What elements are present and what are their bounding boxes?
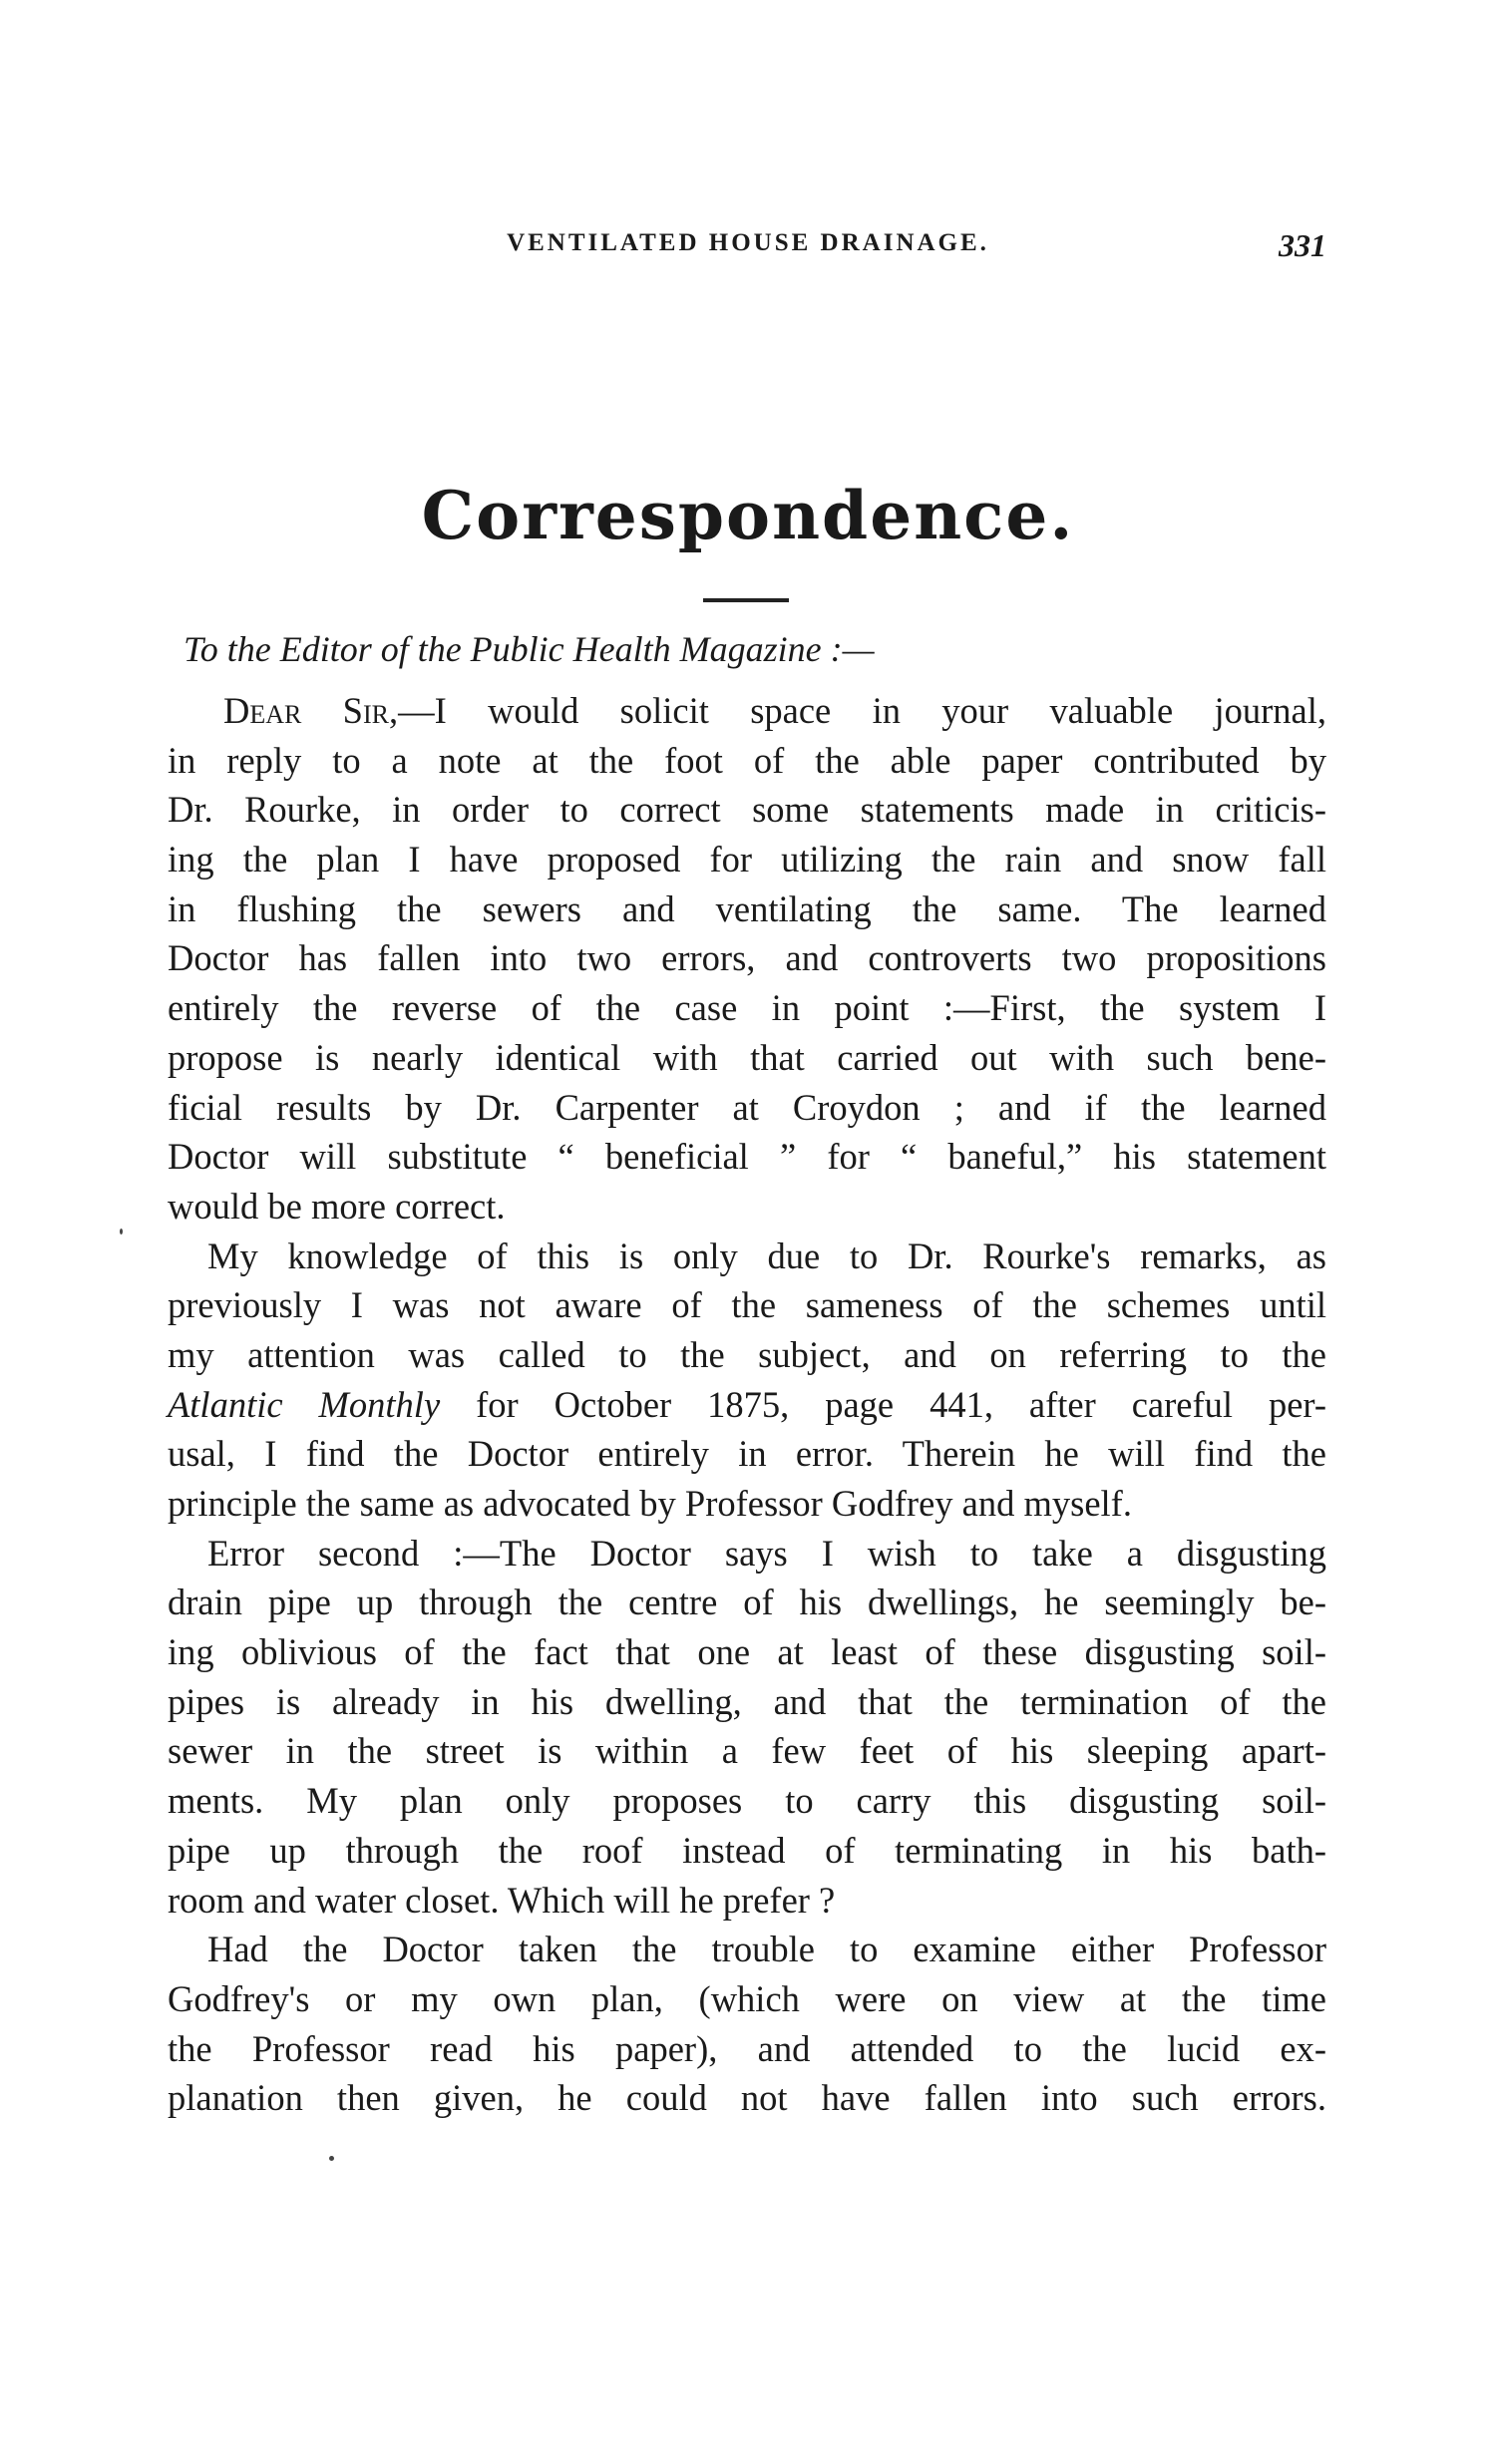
magazine-title: Atlantic Monthly xyxy=(168,1383,441,1425)
paragraph-1-line: ficial results by Dr. Carpenter at Croydon ; and if the learned xyxy=(168,1086,1326,1128)
paragraph-1-line: Doctor will substitute “ beneficial ” for “ baneful,” his statement xyxy=(168,1136,1326,1178)
running-title: VENTILATED HOUSE DRAINAGE. xyxy=(507,229,989,256)
paragraph-2-line: principle the same as advocated by Professor Godfrey and myself. xyxy=(168,1483,1132,1524)
stray-speck xyxy=(329,2156,334,2161)
paragraph-1-line: in reply to a note at the foot of the able paper contributed by xyxy=(168,739,1326,781)
paragraph-2-line: my attention was called to the subject, and on referring to the xyxy=(168,1333,1326,1375)
paragraph-1-line: would be more correct. xyxy=(168,1185,506,1227)
paragraph-3-line: ing oblivious of the fact that one at least of these disgusting soil- xyxy=(168,1631,1326,1673)
paragraph-4-line: the Professor read his paper), and attended to the lucid ex- xyxy=(168,2027,1326,2069)
paragraph-1-line-1 xyxy=(168,686,1326,736)
paragraph-1-line: propose is nearly identical with that carried out with such bene- xyxy=(168,1036,1326,1078)
paragraph-2-line-4 xyxy=(168,1380,1326,1430)
paragraph-2-line: usal, I find the Doctor entirely in error. Therein he will find the xyxy=(168,1433,1326,1475)
paragraph-1-line: Doctor has fallen into two errors, and controverts two propositions xyxy=(168,937,1326,979)
running-head xyxy=(170,227,1326,267)
paragraph-1-line: ing the plan I have proposed for utilizing the rain and snow fall xyxy=(168,839,1326,880)
paragraph-2-line-4-text: for October 1875, page 441, after careful per- xyxy=(440,1383,1326,1425)
paragraph-4-line: Had the Doctor taken the trouble to examine either Professor xyxy=(207,1929,1326,1970)
paragraph-4-line: planation then given, he could not have fallen into such errors. xyxy=(168,2077,1326,2119)
title-rule xyxy=(703,598,789,602)
paragraph-3-line: room and water closet. Which will he prefer ? xyxy=(168,1879,836,1921)
margin-speck xyxy=(120,1229,123,1234)
paragraph-1-line: entirely the reverse of the case in point :—First, the system I xyxy=(168,987,1326,1029)
paragraph-1-line: in flushing the sewers and ventilating the same. The learned xyxy=(168,887,1326,929)
section-title: Correspondence. xyxy=(421,477,1075,554)
paragraph-3-line: ments. My plan only proposes to carry this disgusting soil- xyxy=(168,1780,1326,1822)
address-line: To the Editor of the Public Health Magazine :— xyxy=(184,629,875,669)
paragraph-3-line: drain pipe up through the centre of his dwellings, he seemingly be- xyxy=(168,1582,1326,1623)
paragraph-1-line: Dr. Rourke, in order to correct some statements made in criticis- xyxy=(168,789,1326,831)
paragraph-2-line: previously I was not aware of the sameness of the schemes until xyxy=(168,1284,1326,1326)
paragraph-3-line: pipe up through the roof instead of terminating in his bath- xyxy=(168,1829,1326,1871)
salutation: Dear Sir, xyxy=(223,690,399,731)
paragraph-1-line-1-text: —I would solicit space in your valuable journal, xyxy=(398,690,1326,731)
paragraph-4-line: Godfrey's or my own plan, (which were on view at the time xyxy=(168,1977,1326,2019)
paragraph-2-line: My knowledge of this is only due to Dr. Rourke's remarks, as xyxy=(207,1234,1326,1276)
paragraph-3-line: Error second :—The Doctor says I wish to take a disgusting xyxy=(207,1532,1326,1574)
paragraph-3-line: sewer in the street is within a few feet of his sleeping apart- xyxy=(168,1730,1326,1772)
paragraph-3-line: pipes is already in his dwelling, and that the termination of the xyxy=(168,1680,1326,1722)
letter-body xyxy=(168,686,1326,2123)
page-number: 331 xyxy=(1279,227,1326,263)
